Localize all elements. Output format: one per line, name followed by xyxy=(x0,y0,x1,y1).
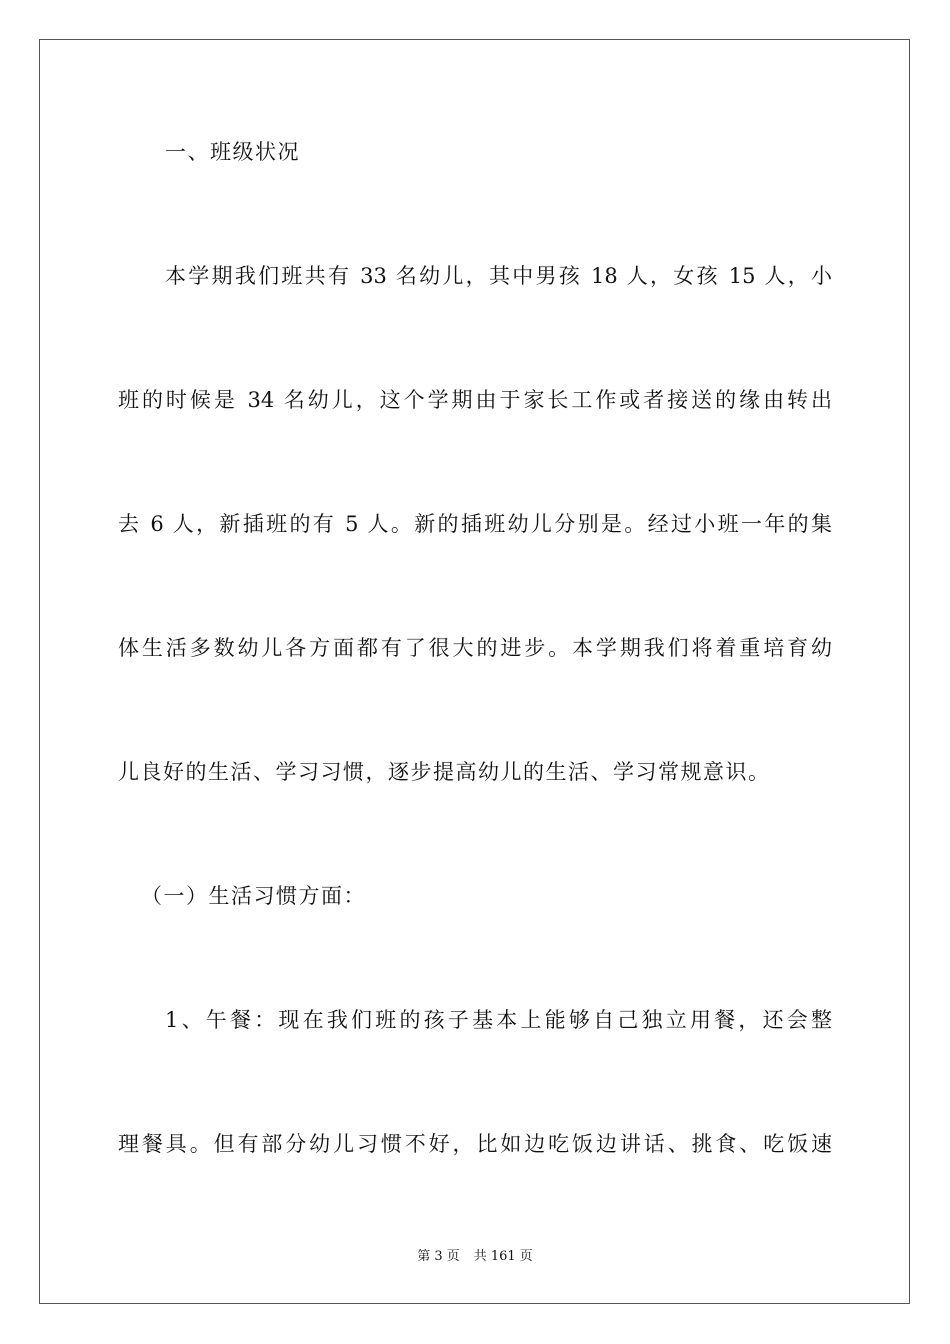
paragraph-line: 班的时候是 34 名幼儿，这个学期由于家长工作或者接送的缘由转出 xyxy=(118,388,832,412)
paragraph-line: 去 6 人，新插班的有 5 人。新的插班幼儿分别是。经过小班一年的集 xyxy=(118,512,832,536)
subsection-heading: （一）生活习惯方面： xyxy=(141,884,366,908)
page-border xyxy=(39,39,910,1304)
paragraph-line: 本学期我们班共有 33 名幼儿，其中男孩 18 人，女孩 15 人，小 xyxy=(165,264,832,288)
page-total: 共 161 页 xyxy=(473,1249,533,1264)
page-footer xyxy=(0,1248,950,1266)
paragraph-line: 体生活多数幼儿各方面都有了很大的进步。本学期我们将着重培育幼 xyxy=(118,636,832,660)
paragraph-line: 儿良好的生活、学习习惯，逐步提高幼儿的生活、学习常规意识。 xyxy=(118,760,771,784)
section-heading: 一、班级状况 xyxy=(165,140,300,164)
paragraph-line: 1、午餐：现在我们班的孩子基本上能够自己独立用餐，还会整 xyxy=(165,1008,832,1032)
paragraph-line: 理餐具。但有部分幼儿习惯不好，比如边吃饭边讲话、挑食、吃饭速 xyxy=(118,1132,832,1156)
page-number: 第 3 页 xyxy=(417,1249,460,1264)
